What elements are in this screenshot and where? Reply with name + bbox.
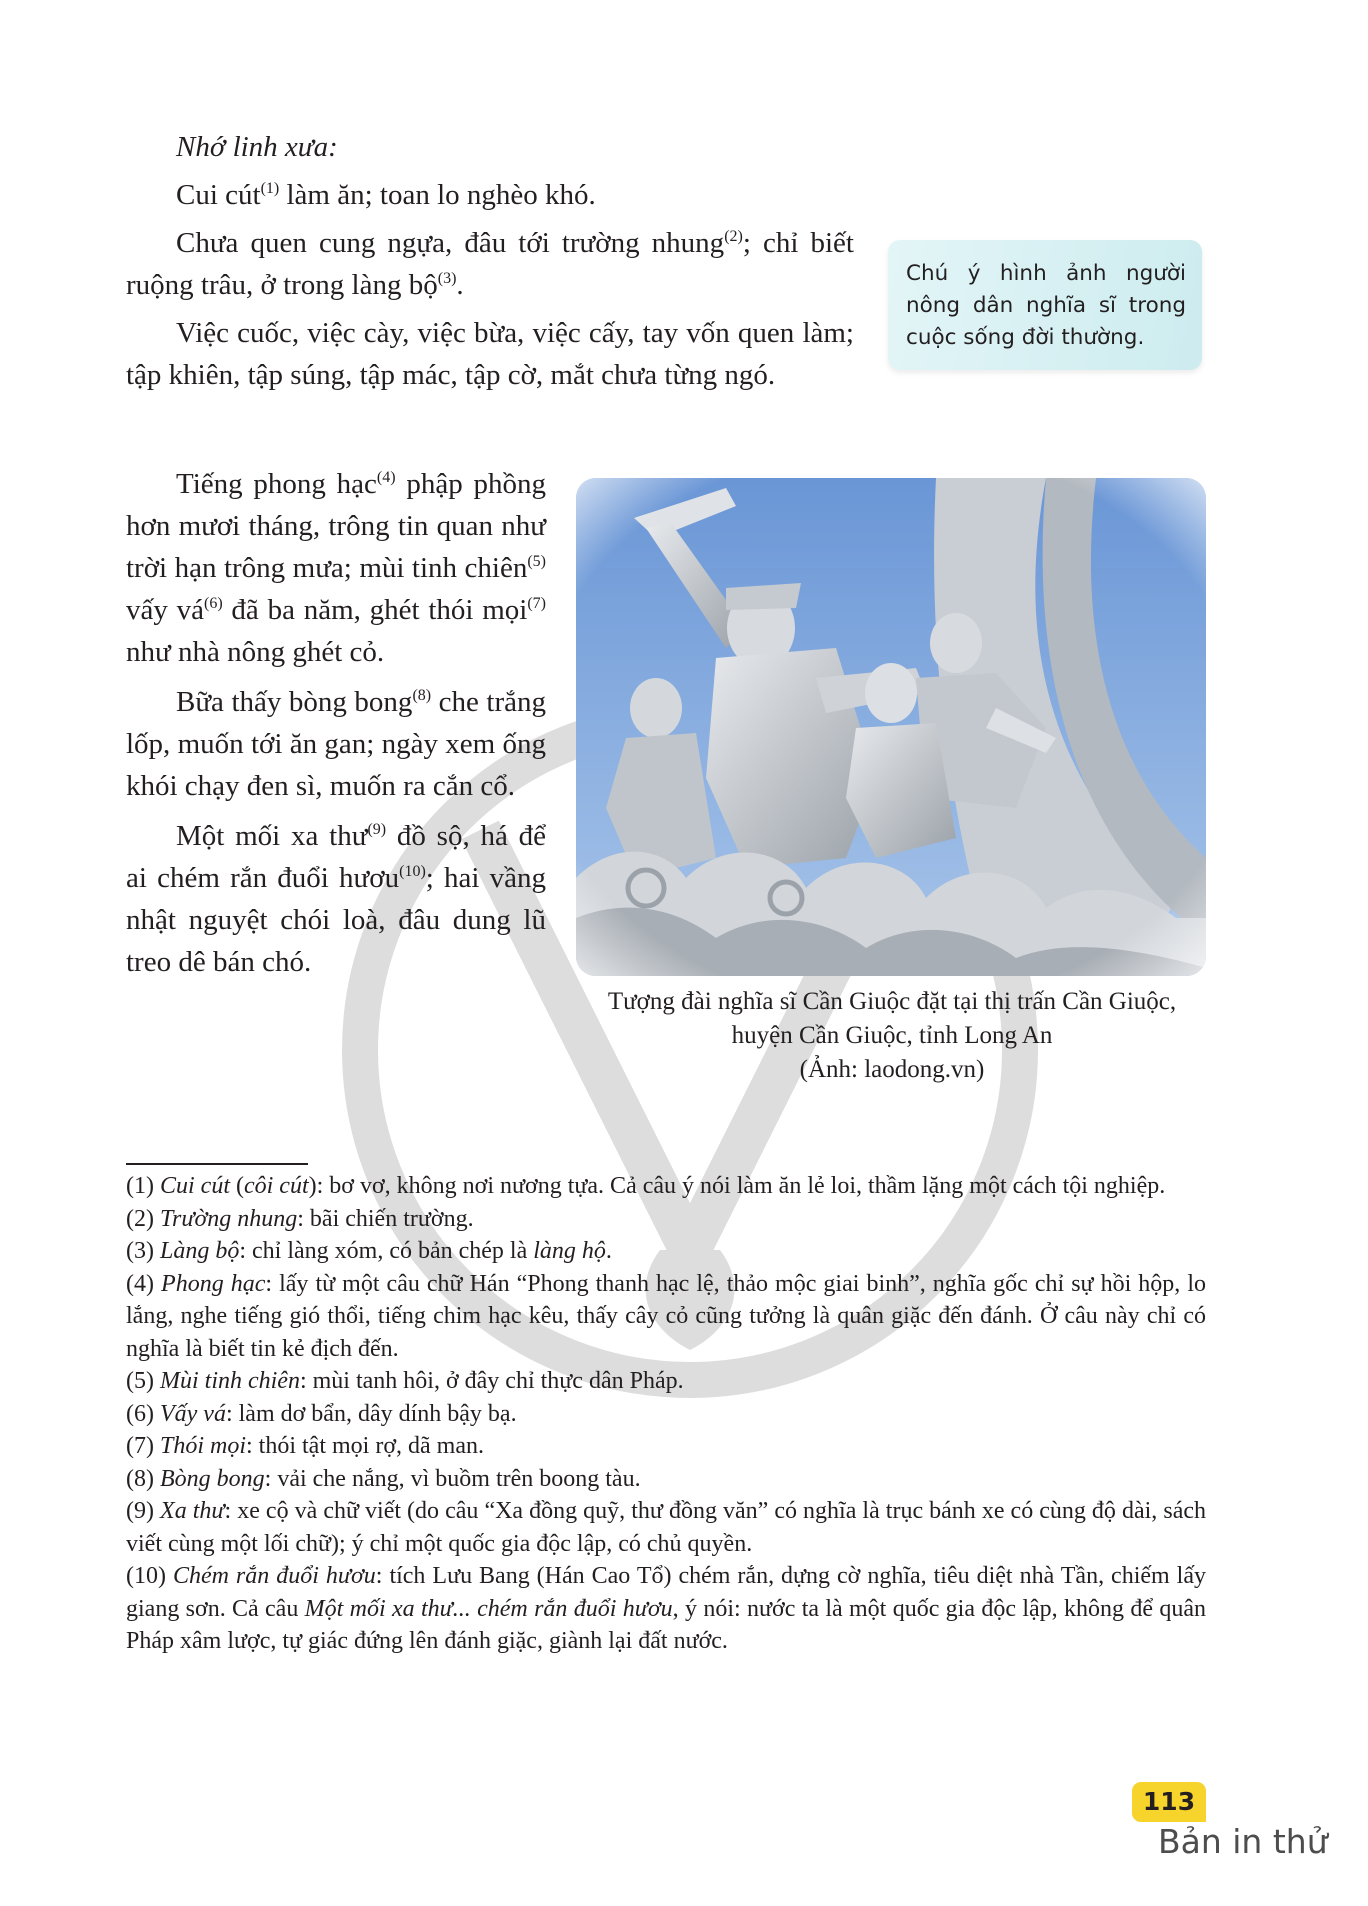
footnotes [126, 1170, 1206, 1658]
footnote-ref: (9) [367, 821, 387, 838]
footnote-ref: (1) [260, 180, 280, 197]
poem-line: Nhớ linh xưa: [176, 131, 338, 163]
footnote-ref: (10) [399, 863, 426, 880]
caption-line: huyện Cần Giuộc, tỉnh Long An [731, 1022, 1053, 1049]
footnote-ref: (7) [527, 595, 546, 612]
poem-line: Cui cút$^{(1)}$ làm ăn; toan lo nghèo khó. [176, 179, 596, 211]
footnote-item: (10) Chém rắn đuổi hươu: tích Lưu Bang (Hán Cao Tổ) chém rắn, dựng cờ nghĩa, tiêu diệt nhà Tần, chiếm lấy giang sơn. Cả câu Một mối xa thư... chém rắn đuổi hươu, ý nói: nước ta là một quốc gia độc lập, không để quân Pháp xâm lược, tự giác đứng lên đánh giặc, giành lại đất nước. [126, 1563, 1206, 1654]
footnote-item: (8) Bòng bong: vải che nắng, vì buồm trên boong tàu. [126, 1465, 641, 1492]
poem-paragraph: Tiếng phong hạc$^{(4)}$ phập phồng hơn mươi tháng, trông tin quan như trời hạn trông mưa; mùi tinh chiên$^{(5)}$ vấy $vá^{(6)}$ đã ba năm, ghét thói mọi$^{(7)}$ như nhà nông ghét cỏ. [126, 468, 546, 668]
footnote-ref: (8) [412, 687, 432, 704]
draft-label: Bản in thử [1158, 1822, 1328, 1861]
poem-block-left [126, 463, 546, 983]
statue-photo [576, 478, 1206, 976]
poem-paragraph: Việc cuốc, việc cày, việc bừa, việc cấy, tay vốn quen làm; tập khiên, tập súng, tập mác, tập cờ, mắt chưa từng ngó. [126, 317, 854, 391]
footnote-ref: (3) [437, 270, 457, 287]
footnote-ref: (6) [204, 595, 223, 612]
footnote-item: (4) Phong hạc: lấy từ một câu chữ Hán “Phong thanh hạc lệ, thảo mộc giai binh”, nghĩa gốc chỉ sự hồi hộp, lo lắng, nghe tiếng gió thổi, tiếng chim hạc kêu, thấy cây cỏ cũng tưởng là quân giặc đến đánh. Ở câu này chỉ có nghĩa là biết tin kẻ địch đến. [126, 1270, 1207, 1362]
footnote-ref: (5) [527, 553, 546, 570]
side-note: Chú ý hình ảnh người nông dân nghĩa sĩ trong cuộc sống đời thường. [888, 240, 1202, 370]
footnote-item: (6) Vấy vá: làm dơ bẩn, dây dính bậy bạ. [126, 1400, 517, 1427]
poem-paragraph: Chưa quen cung ngựa, đâu tới trường nhung$^{(2)}$; chỉ biết ruộng trâu, ở trong làng bộ$^{(3)}$. [126, 227, 854, 301]
footnote-item: (2) Trường nhung: bãi chiến trường. [126, 1205, 474, 1232]
footnote-item: (5) Mùi tinh chiên: mùi tanh hôi, ở đây chỉ thực dân Pháp. [126, 1368, 684, 1394]
poem-paragraph: Bữa thấy bòng bong$^{(8)}$ che trắng lốp, muốn tới ăn gan; ngày xem ống khói chạy đen sì, muốn ra cắn cổ. [126, 686, 546, 802]
page-number-badge: 113 [1132, 1782, 1206, 1822]
photo-caption [560, 985, 1224, 1087]
footnote-item: (3) Làng bộ: chỉ làng xóm, có bản chép là làng hộ. [126, 1238, 612, 1264]
footnote-item: (1) Cui cút (côi cút): bơ vơ, không nơi nương tựa. Cả câu ý nói làm ăn lẻ loi, thầm lặng một cách tội nghiệp. [126, 1173, 1166, 1199]
caption-line: Tượng đài nghĩa sĩ Cần Giuộc đặt tại thị trấn Cần Giuộc, [607, 988, 1177, 1015]
caption-credit: (Ảnh: laodong.vn) [799, 1056, 985, 1083]
footnote-divider [126, 1163, 308, 1165]
poem-block-top [126, 126, 854, 396]
footnote-item: (9) Xa thư: xe cộ và chữ viết (do câu “Xa đồng quỹ, thư đồng văn” có nghĩa là trục bánh xe có cùng độ dài, sách viết cùng một lối chữ); ý chỉ một quốc gia độc lập, có chủ quyền. [126, 1498, 1206, 1557]
footnote-ref: (4) [376, 469, 396, 486]
poem-paragraph: Một mối xa thư$^{(9)}$ đồ sộ, há để ai chém rắn đuổi hươu$^{(10)}$; hai vầng nhật nguyệt chói loà, đâu dung lũ treo dê bán chó. [126, 820, 547, 978]
footnote-item: (7) Thói mọi: thói tật mọi rợ, dã man. [126, 1433, 484, 1459]
footnote-ref: (2) [724, 228, 743, 245]
